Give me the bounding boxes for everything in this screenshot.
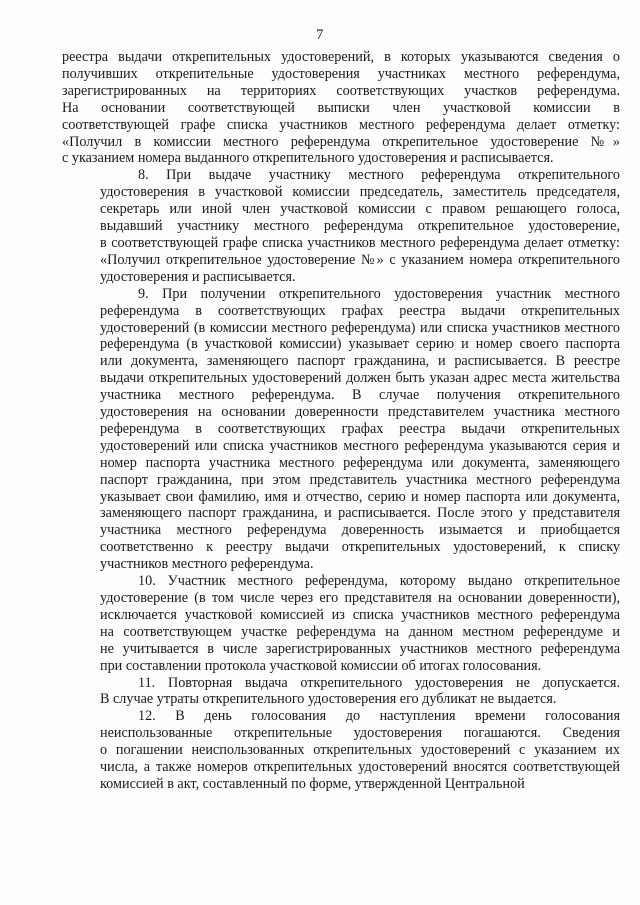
text-line: номер паспорта участника местного референдума или документа, заменяющего	[100, 454, 620, 471]
text-line: участника местного референдума. В случае получения открепительного	[100, 387, 620, 404]
text-line: при составлении протокола участковой комиссии об итогах голосования.	[100, 657, 542, 674]
text-line: 11. Повторная выдача открепительного удостоверения не допускается.	[138, 674, 620, 691]
text-line: удостоверения на основании доверенности представителем участника местного	[100, 404, 620, 421]
text-line: удостоверение (в том числе через его представителя на основании доверенности),	[100, 590, 620, 606]
text-line: «Получил в комиссии местного референдума открепительное удостоверение №»	[62, 133, 620, 150]
text-line: комиссией в акт, составленный по форме, утвержденной Центральной	[100, 775, 525, 792]
paragraph	[62, 708, 620, 793]
text-line: не учитывается в числе зарегистрированных участников местного референдума	[100, 640, 620, 657]
text-line: удостоверений (в комиссии местного референдума) или списка участников местного	[100, 319, 620, 336]
text-line: о погашении неиспользованных открепительных удостоверений с указанием их	[100, 742, 620, 759]
text-line: заменяющего паспорт гражданина, и расписывается. После этого у представителя	[100, 505, 620, 522]
text-line: 8. При выдаче участнику местного референдума открепительного	[138, 167, 620, 184]
text-line: с указанием номера выданного открепительного удостоверения и расписывается.	[62, 150, 554, 167]
text-line: 12. В день голосования до наступления времени голосования	[138, 708, 620, 725]
document-body	[62, 49, 620, 793]
paragraph	[62, 286, 620, 573]
text-line: удостоверений или списка участников местного референдума указываются серия и	[100, 437, 620, 454]
text-line: «Получил открепительное удостоверение №» с указанием номера открепительного	[100, 251, 620, 268]
page-number: 7	[316, 27, 324, 43]
text-line: удостоверения в участковой комиссии председатель, заместитель председателя,	[100, 184, 620, 201]
text-line: 9. При получении открепительного удостоверения участник местного	[138, 285, 620, 302]
text-line: референдума (в участковой комиссии) указывает серию и номер своего паспорта	[100, 336, 620, 353]
text-line: референдума в соответствующих графах реестра выдачи открепительных	[100, 302, 620, 319]
text-line: участников местного референдума.	[100, 556, 314, 573]
paragraph	[62, 49, 620, 167]
paragraph	[62, 675, 620, 709]
text-line: паспорт гражданина, при этом представитель участника местного референдума	[100, 471, 620, 488]
text-line: числа, а также номеров открепительных удостоверений вносятся соответствующей	[100, 759, 620, 776]
paragraph	[62, 573, 620, 674]
text-line: соответственно к реестру выдачи открепительных удостоверений, к списку	[100, 539, 620, 556]
paragraph	[62, 167, 620, 285]
text-line: неиспользованные открепительные удостоверения погашаются. Сведения	[100, 725, 620, 742]
text-line: референдума в соответствующих графах реестра выдачи открепительных	[100, 420, 620, 437]
text-line: или документа, заменяющего паспорт гражданина, и расписывается. В реестре	[100, 353, 620, 370]
text-line: исключается участковой комиссией из списка участников местного референдума	[100, 606, 620, 623]
text-line: получивших открепительные удостоверения участниках местного референдума,	[62, 65, 620, 82]
text-line: удостоверения и расписывается.	[100, 268, 296, 285]
text-line: на соответствующем участке референдума на данном местном референдуме и	[100, 623, 620, 640]
text-line: реестра выдачи открепительных удостоверений, в которых указываются сведения о	[62, 49, 620, 65]
text-line: 10. Участник местного референдума, которому выдано открепительное	[138, 573, 620, 590]
text-line: соответствующей графе списка участников местного референдума делает отметку:	[62, 116, 620, 133]
text-line: В случае утраты открепительного удостоверения его дубликат не выдается.	[100, 691, 557, 708]
text-line: секретарь или иной член участковой комиссии с правом решающего голоса,	[100, 201, 620, 218]
text-line: зарегистрированных на территориях соответствующих участков референдума.	[62, 82, 620, 99]
text-line: выдавший участнику местного референдума открепительное удостоверение,	[100, 218, 620, 235]
text-line: выдачи открепительных удостоверений должен быть указан адрес места жительства	[100, 370, 620, 387]
text-line: в соответствующей графе списка участников местного референдума делает отметку:	[100, 234, 620, 251]
text-line: участника местного референдума доверенность изымается и приобщается	[100, 522, 620, 539]
text-line: указывает свои фамилию, имя и отчество, серию и номер паспорта или документа,	[100, 488, 620, 505]
text-line: На основании соответствующей выписки член участковой комиссии в	[62, 99, 620, 116]
